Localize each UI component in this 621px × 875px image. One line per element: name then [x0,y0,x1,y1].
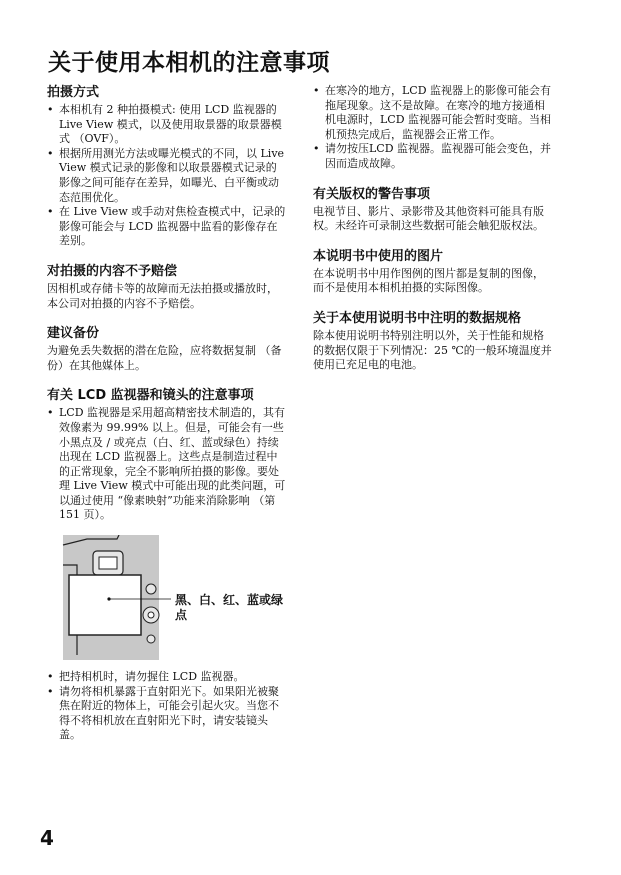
section-pictures [313,248,553,296]
right-column [313,84,553,387]
section-no-compensation [47,263,287,311]
camera-lcd-figure [47,535,287,660]
text-copyright: 电视节目、影片、录影带及其他资料可能具有版权。未经许可录制这些数据可能会触犯版权法。 [313,204,544,233]
left-column [47,84,287,743]
text-no-compensation: 因相机或存储卡等的故障而无法拍摄或播放时，本公司对拍摄的内容不予赔偿。 [47,281,278,310]
text-backup: 为避免丢失数据的潜在危险，应将数据复制 （备份）在其他媒体上。 [47,344,282,372]
heading-lcd: 有关 LCD 监视器和镜头的注意事项 [47,388,254,404]
section-lcd-continued [313,84,553,172]
lcd-continued-list [313,84,553,172]
page-number: 4 [40,826,54,850]
section-specs [313,310,553,373]
heading-backup: 建议备份 [47,326,100,342]
list-item: • 在 Live View 或手动对焦检查模式中，记录的影像可能会与 LCD 监视器中监看的影像存在差别。 [47,205,287,249]
text-specs: 除本使用说明书特别注明以外，关于性能和规格的数据仅限于下列情况：25 ℃的一般环境温度并使用已充足电的电池。 [313,328,552,372]
heading-pictures: 本说明书中使用的图片 [313,248,444,264]
section-lcd [47,387,287,743]
list-item: • 请勿将相机暴露于直射阳光下。如果阳光被聚焦在附近的物体上，可能会引起火灾。当您不得不将相机放在直射阳光下时，请安装镜头盖。 [47,685,287,743]
heading-shooting-method: 拍摄方式 [47,85,100,100]
figure-callout: 黑、白、红、蓝或绿点 [175,593,284,623]
section-copyright [313,186,553,234]
lcd-list-after [47,670,287,743]
heading-copyright: 有关版权的警告事项 [313,186,431,202]
shooting-method-list [47,103,287,249]
text-pictures: 在本说明书中用作图例的图片都是复制的图像，而不是使用本相机拍摄的实际图像。 [313,266,544,295]
list-item: • 请勿按压LCD 监视器。监视器可能会变色，并因而造成故障。 [313,142,553,171]
list-item: • LCD 监视器是采用超高精密技术制造的，其有效像素为 99.99% 以上。但是，可能会有一些小黑点及 / 或亮点（白、红、蓝或绿色）持续出现在 LCD 监视器上。这些点是制造过程中的正常现象，完全不影响所拍摄的影像。要处理 Live View 模式中可能出现的此类问题，可以通过使用 “像素映射”功能来消除影响 （第 151 页）。 [47,406,287,523]
section-backup [47,325,287,373]
list-item: • 把持相机时，请勿握住 LCD 监视器。 [47,670,287,685]
list-item: • 根据所用测光方法或曝光模式的不同，以 Live View 模式记录的影像和以取景器模式记录的影像之间可能存在差异，如曝光、白平衡或动态范围优化。 [47,147,287,205]
heading-specs: 关于本使用说明书中注明的数据规格 [313,310,522,326]
list-item: • 在寒冷的地方，LCD 监视器上的影像可能会有拖尾现象。这不是故障。在寒冷的地方接通相机电源时，LCD 监视器可能会暂时变暗。当相机预热完成后，监视器会正常工作。 [313,84,553,142]
list-item: • 本相机有 2 种拍摄模式: 使用 LCD 监视器的 Live View 模式，以及使用取景器的取景器模式 （OVF）。 [47,103,287,147]
heading-no-compensation: 对拍摄的内容不予赔偿 [47,263,178,279]
page-title: 关于使用本相机的注意事项 [48,50,330,76]
lcd-list [47,406,287,523]
section-shooting-method [47,84,287,249]
